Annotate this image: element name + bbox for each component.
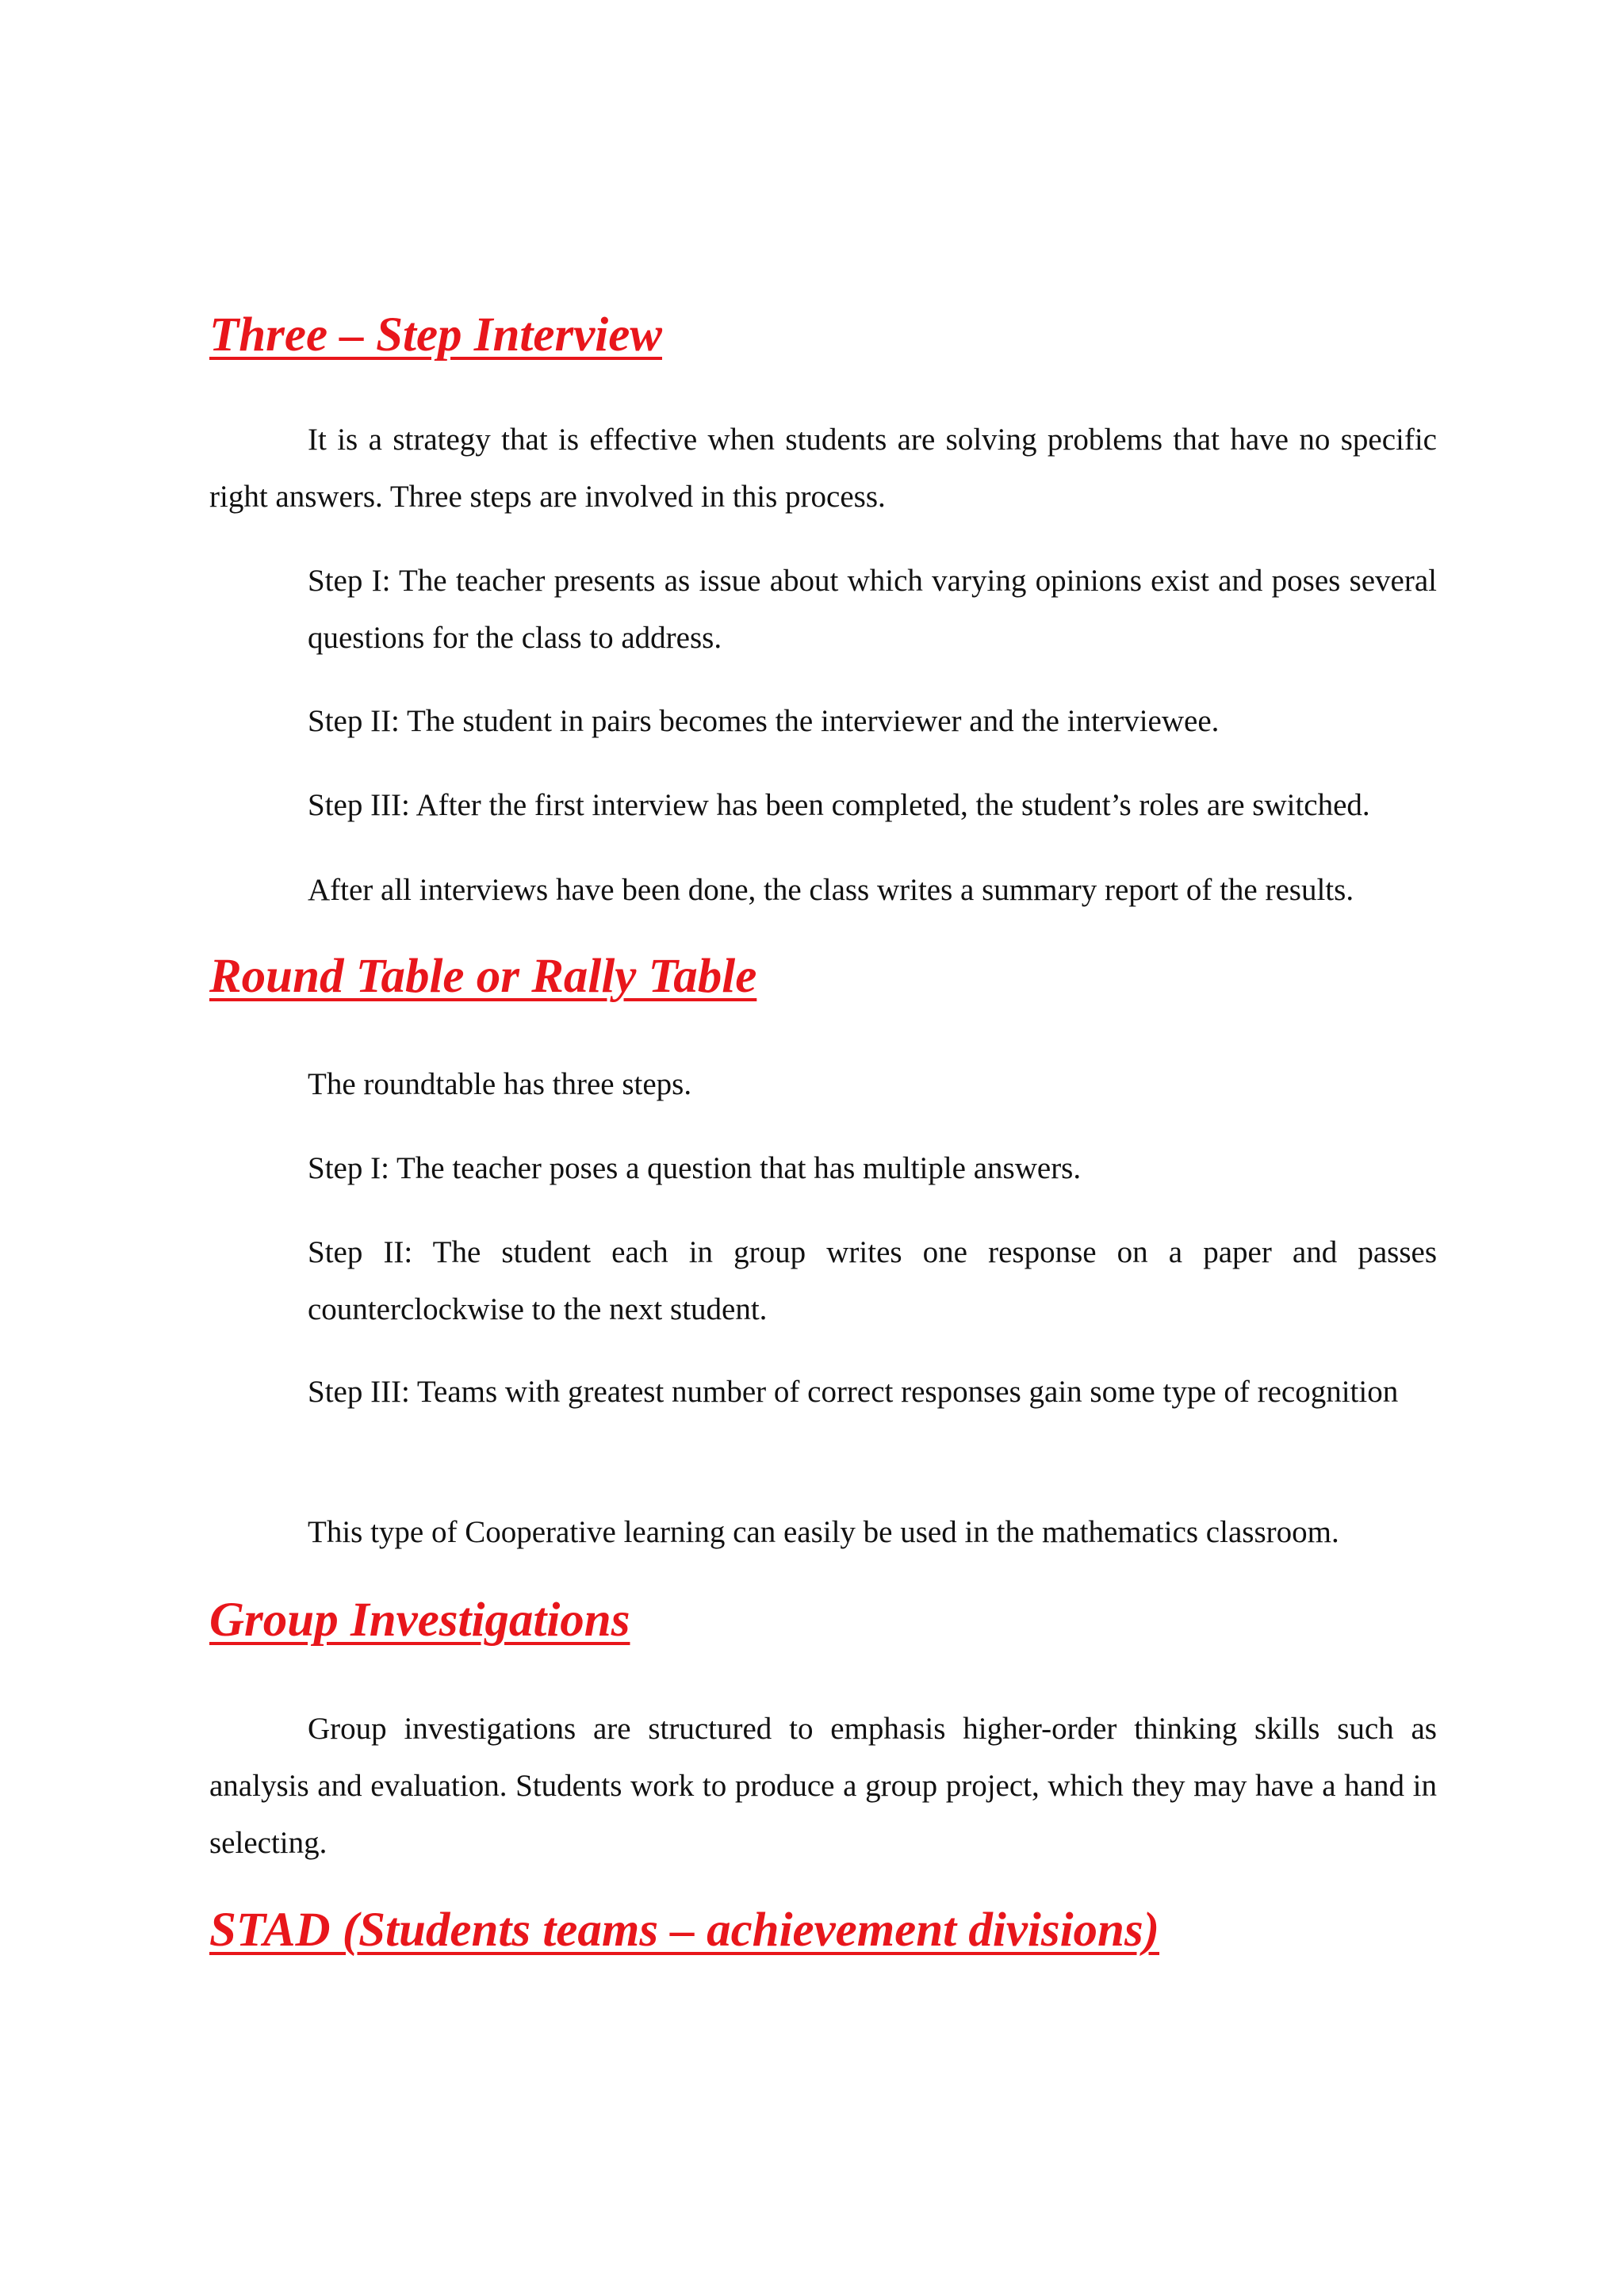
section-heading-round-table: Round Table or Rally Table: [209, 950, 757, 1003]
section-heading-stad: STAD (Students teams – achievement divisions): [209, 1904, 1160, 1957]
paragraph-round-table-intro: The roundtable has three steps.: [308, 1067, 692, 1101]
paragraph-three-step-step1: Step I: The teacher presents as issue about which varying opinions exist and poses several questions for the class to address.: [308, 564, 1437, 655]
paragraph-three-step-step3: Step III: After the first interview has been completed, the student’s roles are switched.: [308, 788, 1370, 822]
section-heading-group-investigations: Group Investigations: [209, 1594, 630, 1647]
paragraph-round-table-step2: Step II: The student each in group writes one response on a paper and passes counterclockwise to the next student.: [308, 1235, 1437, 1326]
paragraph-round-table-step1: Step I: The teacher poses a question that has multiple answers.: [308, 1151, 1082, 1185]
paragraph-three-step-intro: It is a strategy that is effective when students are solving problems that have no specific right answers. Three steps are involved in this process.: [209, 423, 1437, 514]
section-heading-three-step-interview: Three – Step Interview: [209, 308, 662, 362]
paragraph-three-step-step2: Step II: The student in pairs becomes the interviewer and the interviewee.: [308, 704, 1220, 738]
paragraph-group-investigations: Group investigations are structured to emphasis higher-order thinking skills such as analysis and evaluation. Students work to produce a group project, which they may have a hand in selecting.: [209, 1712, 1437, 1860]
paragraph-round-table-step3: Step III: Teams with greatest number of correct responses gain some type of recognition: [308, 1375, 1399, 1409]
paragraph-three-step-summary: After all interviews have been done, the class writes a summary report of the results.: [308, 873, 1354, 907]
paragraph-round-table-note: This type of Cooperative learning can easily be used in the mathematics classroom.: [308, 1515, 1339, 1549]
